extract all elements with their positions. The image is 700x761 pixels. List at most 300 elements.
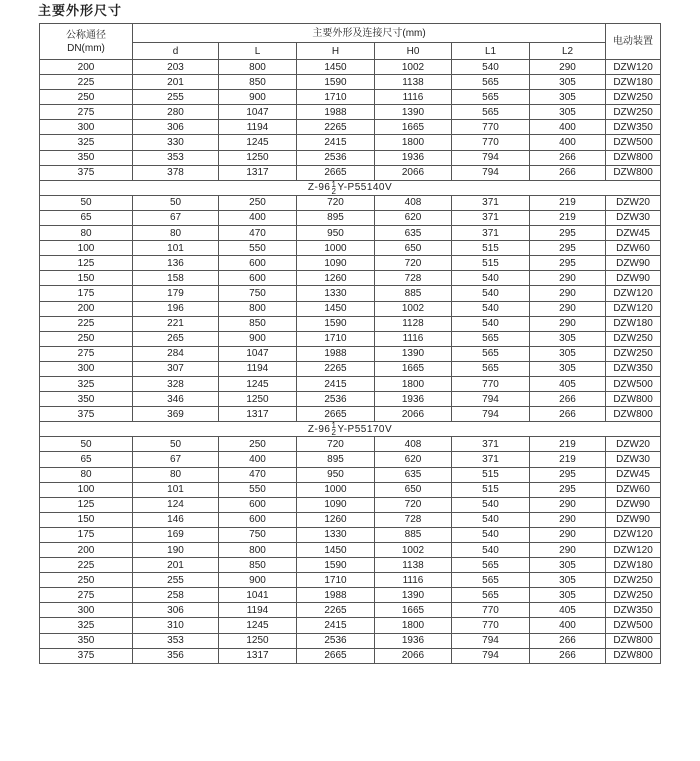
table-cell: DZW250 — [606, 346, 661, 361]
table-cell: 295 — [530, 256, 606, 271]
table-cell: 540 — [452, 286, 530, 301]
table-cell: 1936 — [375, 392, 452, 407]
table-row — [40, 195, 661, 210]
table-row — [40, 392, 661, 407]
table-cell: 1390 — [375, 588, 452, 603]
table-cell: 295 — [530, 482, 606, 497]
table-row — [40, 226, 661, 241]
table-cell: 80 — [40, 467, 133, 482]
table-cell: 305 — [530, 361, 606, 376]
table-cell: 635 — [375, 467, 452, 482]
model-fraction-bottom: 2 — [331, 428, 337, 437]
table-cell: 1245 — [219, 135, 297, 150]
table-cell: 190 — [133, 543, 219, 558]
table-cell: 305 — [530, 75, 606, 90]
table-row — [40, 150, 661, 165]
table-cell: 400 — [530, 135, 606, 150]
table-cell: 540 — [452, 271, 530, 286]
table-cell: 400 — [530, 618, 606, 633]
table-cell: 565 — [452, 573, 530, 588]
table-cell: 371 — [452, 226, 530, 241]
table-cell: 565 — [452, 75, 530, 90]
table-cell: 794 — [452, 165, 530, 180]
table-cell: 290 — [530, 543, 606, 558]
table-cell: 1138 — [375, 75, 452, 90]
table-cell: DZW30 — [606, 210, 661, 225]
table-cell: 1002 — [375, 543, 452, 558]
table-cell: 1330 — [297, 286, 375, 301]
table-cell: 1936 — [375, 633, 452, 648]
table-cell: 80 — [40, 226, 133, 241]
table-cell: 750 — [219, 527, 297, 542]
table-cell: 203 — [133, 60, 219, 75]
table-cell: DZW500 — [606, 618, 661, 633]
table-cell: 306 — [133, 603, 219, 618]
dn-header-line2: DN(mm) — [67, 42, 105, 54]
table-cell: 1317 — [219, 407, 297, 422]
table-cell: 1116 — [375, 331, 452, 346]
table-cell: 353 — [133, 633, 219, 648]
table-cell: 565 — [452, 588, 530, 603]
table-cell: 400 — [530, 120, 606, 135]
table-row — [40, 361, 661, 376]
table-cell: 353 — [133, 150, 219, 165]
table-cell: DZW60 — [606, 482, 661, 497]
table-cell: 200 — [40, 60, 133, 75]
table-row — [40, 633, 661, 648]
table-cell: 850 — [219, 75, 297, 90]
table-cell: DZW250 — [606, 573, 661, 588]
table-cell: DZW30 — [606, 452, 661, 467]
table-cell: 225 — [40, 558, 133, 573]
table-cell: DZW350 — [606, 603, 661, 618]
table-cell: 350 — [40, 633, 133, 648]
table-cell: 305 — [530, 346, 606, 361]
table-cell: 650 — [375, 241, 452, 256]
table-row — [40, 527, 661, 542]
table-cell: 2665 — [297, 407, 375, 422]
table-cell: 1260 — [297, 271, 375, 286]
table-row — [40, 316, 661, 331]
column-header-l1: L1 — [452, 43, 530, 60]
table-cell: 1250 — [219, 633, 297, 648]
table-cell: 2536 — [297, 392, 375, 407]
table-cell: 565 — [452, 331, 530, 346]
table-cell: 258 — [133, 588, 219, 603]
table-cell: 1936 — [375, 150, 452, 165]
table-cell: DZW45 — [606, 467, 661, 482]
table-cell: 600 — [219, 256, 297, 271]
table-cell: 1250 — [219, 392, 297, 407]
table-cell: 290 — [530, 497, 606, 512]
table-cell: 720 — [297, 437, 375, 452]
table-cell: 1988 — [297, 346, 375, 361]
table-cell: 305 — [530, 331, 606, 346]
table-cell: 80 — [133, 467, 219, 482]
table-cell: 470 — [219, 467, 297, 482]
table-cell: DZW180 — [606, 75, 661, 90]
table-cell: 950 — [297, 226, 375, 241]
table-cell: 2665 — [297, 165, 375, 180]
table-cell: 2066 — [375, 648, 452, 663]
table-cell: 1090 — [297, 497, 375, 512]
table-cell: 515 — [452, 241, 530, 256]
table-cell: 375 — [40, 165, 133, 180]
table-cell: 250 — [40, 331, 133, 346]
table-cell: DZW45 — [606, 226, 661, 241]
table-row — [40, 603, 661, 618]
table-cell: 650 — [375, 482, 452, 497]
table-row — [40, 452, 661, 467]
table-cell: 1590 — [297, 75, 375, 90]
column-header-l2: L2 — [530, 43, 606, 60]
table-row — [40, 346, 661, 361]
table-cell: 408 — [375, 437, 452, 452]
table-cell: 770 — [452, 376, 530, 391]
table-cell: 1988 — [297, 588, 375, 603]
table-cell: 50 — [133, 437, 219, 452]
table-cell: 1260 — [297, 512, 375, 527]
table-cell: 305 — [530, 558, 606, 573]
dimension-group-header: 主要外形及连接尺寸(mm) — [133, 24, 606, 43]
table-cell: 305 — [530, 105, 606, 120]
table-cell: 290 — [530, 527, 606, 542]
table-cell: 2415 — [297, 376, 375, 391]
table-cell: 515 — [452, 256, 530, 271]
table-cell: 1665 — [375, 120, 452, 135]
table-cell: DZW120 — [606, 527, 661, 542]
table-cell: 266 — [530, 648, 606, 663]
table-cell: 305 — [530, 90, 606, 105]
table-cell: 378 — [133, 165, 219, 180]
table-cell: 325 — [40, 618, 133, 633]
model-label — [40, 422, 661, 437]
table-cell: 895 — [297, 210, 375, 225]
table-cell: 515 — [452, 482, 530, 497]
table-cell: 290 — [530, 271, 606, 286]
table-cell: 2415 — [297, 135, 375, 150]
table-cell: DZW800 — [606, 633, 661, 648]
table-row — [40, 497, 661, 512]
table-cell: 900 — [219, 573, 297, 588]
table-row — [40, 165, 661, 180]
table-row — [40, 482, 661, 497]
model-suffix: Y-P55140V — [337, 182, 393, 194]
table-cell: 405 — [530, 376, 606, 391]
table-row — [40, 210, 661, 225]
table-cell: DZW120 — [606, 286, 661, 301]
table-cell: 266 — [530, 407, 606, 422]
table-cell: 200 — [40, 543, 133, 558]
table-cell: 1245 — [219, 618, 297, 633]
table-row — [40, 75, 661, 90]
table-cell: 266 — [530, 150, 606, 165]
table-cell: 175 — [40, 527, 133, 542]
table-cell: 221 — [133, 316, 219, 331]
table-cell: 2265 — [297, 120, 375, 135]
table-cell: 1450 — [297, 301, 375, 316]
table-cell: 950 — [297, 467, 375, 482]
table-cell: DZW500 — [606, 376, 661, 391]
table-cell: 328 — [133, 376, 219, 391]
table-cell: 540 — [452, 543, 530, 558]
table-cell: 346 — [133, 392, 219, 407]
table-cell: 770 — [452, 120, 530, 135]
table-cell: 295 — [530, 226, 606, 241]
table-cell: 307 — [133, 361, 219, 376]
column-header-d: d — [133, 43, 219, 60]
table-cell: DZW180 — [606, 558, 661, 573]
table-cell: 400 — [219, 452, 297, 467]
table-cell: 720 — [297, 195, 375, 210]
table-cell: DZW800 — [606, 165, 661, 180]
table-cell: 1665 — [375, 603, 452, 618]
table-cell: 1245 — [219, 376, 297, 391]
table-cell: 800 — [219, 301, 297, 316]
table-cell: 101 — [133, 482, 219, 497]
table-cell: 219 — [530, 195, 606, 210]
table-cell: 540 — [452, 527, 530, 542]
table-cell: 1090 — [297, 256, 375, 271]
model-fraction — [330, 422, 337, 436]
table-cell: 540 — [452, 60, 530, 75]
table-cell: 295 — [530, 467, 606, 482]
table-cell: 1000 — [297, 482, 375, 497]
table-cell: 50 — [133, 195, 219, 210]
table-cell: 540 — [452, 301, 530, 316]
model-fraction-top: 1 — [331, 421, 337, 431]
table-cell: 371 — [452, 195, 530, 210]
table-row — [40, 301, 661, 316]
table-cell: 1390 — [375, 105, 452, 120]
table-cell: DZW180 — [606, 316, 661, 331]
table-cell: 266 — [530, 633, 606, 648]
table-cell: 50 — [40, 195, 133, 210]
table-cell: 1000 — [297, 241, 375, 256]
table-row — [40, 135, 661, 150]
table-row — [40, 558, 661, 573]
table-cell: 80 — [133, 226, 219, 241]
table-cell: 158 — [133, 271, 219, 286]
table-cell: 794 — [452, 633, 530, 648]
table-cell: 275 — [40, 346, 133, 361]
table-cell: 125 — [40, 256, 133, 271]
table-cell: 369 — [133, 407, 219, 422]
table-row — [40, 331, 661, 346]
table-cell: 770 — [452, 618, 530, 633]
table-cell: DZW800 — [606, 392, 661, 407]
table-row — [40, 376, 661, 391]
table-cell: DZW800 — [606, 407, 661, 422]
model-fraction — [330, 181, 337, 195]
table-cell: 146 — [133, 512, 219, 527]
table-cell: 1138 — [375, 558, 452, 573]
table-cell: DZW90 — [606, 512, 661, 527]
dn-header — [40, 24, 133, 60]
model-prefix: Z-96 — [307, 423, 331, 435]
table-cell: 470 — [219, 226, 297, 241]
table-cell: DZW250 — [606, 105, 661, 120]
table-cell: 600 — [219, 497, 297, 512]
model-row — [40, 180, 661, 195]
table-cell: 201 — [133, 75, 219, 90]
table-cell: 250 — [40, 90, 133, 105]
table-cell: 1800 — [375, 376, 452, 391]
table-cell: 405 — [530, 603, 606, 618]
table-cell: 1710 — [297, 90, 375, 105]
table-cell: DZW800 — [606, 150, 661, 165]
table-cell: DZW120 — [606, 543, 661, 558]
table-cell: 1041 — [219, 588, 297, 603]
table-cell: 1710 — [297, 573, 375, 588]
table-cell: 794 — [452, 648, 530, 663]
table-cell: 371 — [452, 210, 530, 225]
table-cell: 136 — [133, 256, 219, 271]
table-cell: 100 — [40, 482, 133, 497]
table-cell: 350 — [40, 392, 133, 407]
table-cell: 65 — [40, 452, 133, 467]
model-suffix: Y-P55170V — [337, 423, 393, 435]
table-cell: 67 — [133, 452, 219, 467]
table-cell: 620 — [375, 210, 452, 225]
table-row — [40, 407, 661, 422]
table-cell: 565 — [452, 90, 530, 105]
table-cell: 1317 — [219, 165, 297, 180]
model-prefix: Z-96 — [307, 182, 331, 194]
table-cell: DZW500 — [606, 135, 661, 150]
table-cell: DZW60 — [606, 241, 661, 256]
table-cell: 375 — [40, 648, 133, 663]
table-cell: 50 — [40, 437, 133, 452]
table-cell: 67 — [133, 210, 219, 225]
table-cell: 1116 — [375, 90, 452, 105]
table-cell: 350 — [40, 150, 133, 165]
table-cell: 219 — [530, 452, 606, 467]
table-cell: 1988 — [297, 105, 375, 120]
table-cell: 550 — [219, 482, 297, 497]
table-row — [40, 105, 661, 120]
table-cell: 1194 — [219, 120, 297, 135]
table-cell: 1047 — [219, 105, 297, 120]
table-cell: 150 — [40, 512, 133, 527]
table-cell: 196 — [133, 301, 219, 316]
table-cell: 306 — [133, 120, 219, 135]
table-cell: 728 — [375, 271, 452, 286]
table-cell: 1002 — [375, 301, 452, 316]
table-cell: 225 — [40, 316, 133, 331]
table-cell: 175 — [40, 286, 133, 301]
table-cell: 1590 — [297, 558, 375, 573]
table-cell: 179 — [133, 286, 219, 301]
table-cell: 1390 — [375, 346, 452, 361]
table-cell: 290 — [530, 60, 606, 75]
table-cell: 1330 — [297, 527, 375, 542]
table-cell: 550 — [219, 241, 297, 256]
table-row — [40, 648, 661, 663]
table-cell: 300 — [40, 603, 133, 618]
table-row — [40, 467, 661, 482]
table-cell: DZW350 — [606, 361, 661, 376]
table-row — [40, 60, 661, 75]
table-row — [40, 437, 661, 452]
table-cell: DZW90 — [606, 271, 661, 286]
table-cell: 300 — [40, 120, 133, 135]
table-cell: 100 — [40, 241, 133, 256]
table-cell: 1250 — [219, 150, 297, 165]
table-cell: 900 — [219, 90, 297, 105]
table-cell: 565 — [452, 346, 530, 361]
column-header-h: H — [297, 43, 375, 60]
table-cell: 200 — [40, 301, 133, 316]
table-cell: 794 — [452, 407, 530, 422]
table-cell: 201 — [133, 558, 219, 573]
table-cell: 720 — [375, 256, 452, 271]
table-cell: 885 — [375, 527, 452, 542]
table-cell: 2265 — [297, 361, 375, 376]
table-cell: 565 — [452, 558, 530, 573]
table-cell: 2066 — [375, 407, 452, 422]
table-cell: 225 — [40, 75, 133, 90]
dn-header-line1: 公称通径 — [66, 29, 106, 41]
table-cell: 1665 — [375, 361, 452, 376]
table-cell: 1128 — [375, 316, 452, 331]
table-cell: 540 — [452, 316, 530, 331]
table-cell: 515 — [452, 467, 530, 482]
table-cell: 150 — [40, 271, 133, 286]
table-cell: DZW250 — [606, 90, 661, 105]
table-cell: 295 — [530, 241, 606, 256]
table-row — [40, 543, 661, 558]
table-cell: 284 — [133, 346, 219, 361]
table-cell: 65 — [40, 210, 133, 225]
table-cell: 2066 — [375, 165, 452, 180]
table-cell: 850 — [219, 316, 297, 331]
table-cell: 1710 — [297, 331, 375, 346]
table-cell: 895 — [297, 452, 375, 467]
table-cell: 565 — [452, 361, 530, 376]
table-row — [40, 241, 661, 256]
table-cell: DZW250 — [606, 588, 661, 603]
actuator-header: 电动装置 — [606, 24, 661, 60]
table-cell: 565 — [452, 105, 530, 120]
table-cell: 305 — [530, 573, 606, 588]
table-cell: 101 — [133, 241, 219, 256]
model-row — [40, 422, 661, 437]
table-cell: 330 — [133, 135, 219, 150]
table-cell: DZW90 — [606, 256, 661, 271]
table-cell: 325 — [40, 135, 133, 150]
table-cell: 255 — [133, 90, 219, 105]
dimension-table — [39, 23, 661, 664]
table-cell: 356 — [133, 648, 219, 663]
table-cell: 255 — [133, 573, 219, 588]
table-cell: 1450 — [297, 60, 375, 75]
table-row — [40, 588, 661, 603]
table-cell: 250 — [219, 437, 297, 452]
table-cell: DZW120 — [606, 60, 661, 75]
table-cell: 750 — [219, 286, 297, 301]
table-cell: 371 — [452, 437, 530, 452]
table-cell: 1450 — [297, 543, 375, 558]
table-row — [40, 90, 661, 105]
table-cell: 1800 — [375, 618, 452, 633]
table-cell: 305 — [530, 588, 606, 603]
table-row — [40, 618, 661, 633]
table-cell: DZW800 — [606, 648, 661, 663]
table-cell: 219 — [530, 437, 606, 452]
table-cell: 770 — [452, 603, 530, 618]
table-cell: 770 — [452, 135, 530, 150]
